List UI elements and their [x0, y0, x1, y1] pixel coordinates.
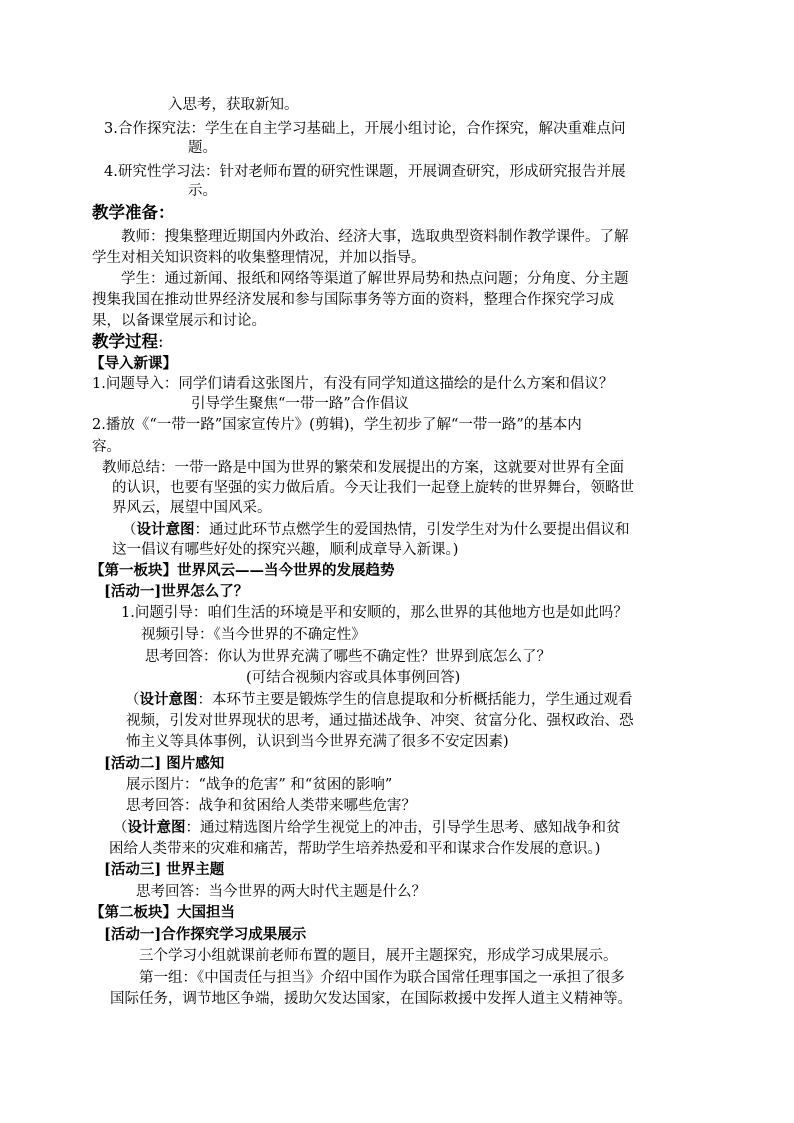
method-4-continuation: 示。 — [188, 183, 217, 199]
block-1-activity-1-design-open: （ — [125, 692, 140, 708]
intro-question-2-line-2: 容。 — [92, 439, 121, 455]
block-1-title: 【第一板块】世界风云——当今世界的发展趋势 — [90, 562, 395, 579]
block-1-activity-3-think: 思考回答：当今世界的两大时代主题是什么？ — [136, 884, 426, 900]
block-1-activity-2-design-text: ：通过精选图片给学生视觉上的冲击，引导学生思考、感知战争和贫 — [185, 820, 621, 836]
prep-heading-text: 教学准备 — [92, 203, 158, 222]
intro-design-line-1 — [122, 520, 630, 540]
block-1-activity-1-design-line-3: 怖主义等具体事例，认识到当今世界充满了很多不安定因素) — [126, 734, 509, 750]
block-1-activity-1-title: [活动一]世界怎么了？ — [104, 583, 249, 600]
block-2-group-1-line-2: 国际任务，调节地区争端，援助欠发达国家，在国际救援中发挥人道主义精神等。 — [110, 991, 632, 1007]
method-3-continuation: 题。 — [188, 140, 217, 156]
block-1-activity-1-design-text: ：本环节主要是锻炼学生的信息提取和分析概括能力，学生通过观看 — [197, 692, 633, 708]
block-1-activity-2-show: 展示图片：“战争的危害” 和“贫困的影响” — [126, 777, 393, 793]
prep-student-line-2: 搜集我国在推动世界经济发展和参与国际事务等方面的资料，整理合作探究学习成 — [92, 292, 614, 308]
intro-design-text: ：通过此环节点燃学生的爱国热情，引发学生对为什么要提出倡议和 — [194, 522, 630, 538]
prep-student-line-3: 果，以备课堂展示和讨论。 — [92, 313, 266, 329]
block-1-activity-3-title: [活动三] 世界主题 — [104, 861, 225, 878]
intro-question-2-line-1: 2.播放《“一带一路”国家宣传片》(剪辑)，学生初步了解“一带一路”的基本内 — [92, 417, 582, 433]
process-heading — [92, 332, 164, 352]
intro-summary-line-1: 教师总结：一带一路是中国为世界的繁荣和发展提出的方案，这就要对世界有全面 — [102, 460, 624, 476]
block-1-activity-1-design-label: 设计意图 — [139, 691, 198, 708]
block-1-activity-2-design-line-1 — [113, 818, 621, 838]
prep-student-line-1: 学生：通过新闻、报纸和网络等渠道了解世界局势和热点问题；分角度、分主题 — [121, 271, 629, 287]
block-1-activity-1-design-line-2: 视频，引发对世界现状的思考，通过描述战争、冲突、贫富分化、强权政治、恐 — [126, 713, 634, 729]
prep-heading — [92, 203, 175, 223]
block-2-activity-1-title: [活动一]合作探究学习成果展示 — [104, 926, 307, 943]
intro-question-1-sub: 引导学生聚焦“一带一路”合作倡议 — [191, 396, 409, 412]
block-2-activity-1-line-1: 三个学习小组就课前老师布置的题目，展开主题探究，形成学习成果展示。 — [139, 948, 618, 964]
method-3-number: 3. — [104, 121, 118, 137]
block-1-activity-2-title: [活动二] 图片感知 — [104, 755, 225, 772]
block-1-activity-1-video: 视频引导：《当今世界的不确定性》 — [141, 627, 366, 643]
block-1-activity-1-think: 思考回答：你认为世界充满了哪些不确定性？世界到底怎么了？ — [145, 649, 551, 665]
prep-heading-colon: ： — [158, 203, 175, 222]
block-2-group-1-line-1: 第一组：《中国责任与担当》介绍中国作为联合国常任理事国之一承担了很多 — [139, 970, 625, 986]
block-1-activity-1-design-line-1 — [125, 690, 633, 710]
intro-design-line-2: 这一倡议有哪些好处的探究兴趣，顺利成章导入新课。) — [112, 542, 459, 558]
block-1-activity-2-think: 思考回答：战争和贫困给人类带来哪些危害？ — [126, 798, 416, 814]
method-2-continuation: 入思考，获取新知。 — [168, 97, 299, 113]
block-2-title: 【第二板块】大国担当 — [90, 904, 235, 921]
intro-summary-line-2: 的认识，也要有坚强的实力做后盾。今天让我们一起登上旋转的世界舞台，领略世 — [112, 480, 634, 496]
intro-question-1: 1.问题导入：同学们请看这张图片，有没有同学知道这描绘的是什么方案和倡议？ — [92, 376, 614, 392]
intro-summary-line-3: 界风云，展望中国风采。 — [112, 500, 272, 516]
intro-title: 【导入新课】 — [90, 355, 177, 372]
intro-design-label: 设计意图 — [136, 521, 195, 538]
intro-design-open: （ — [122, 522, 137, 538]
block-1-activity-1-hint: (可结合视频内容或具体事例回答) — [246, 670, 461, 686]
prep-teacher-line-2: 学生对相关知识资料的收集整理情况，并加以指导。 — [92, 250, 426, 266]
block-1-activity-1-question: 1.问题引导：咱们生活的环境是平和安顺的，那么世界的其他地方也是如此吗？ — [121, 605, 628, 621]
method-3-text: 合作探究法：学生在自主学习基础上，开展小组讨论，合作探究，解决重难点问 — [118, 121, 626, 137]
method-4-text: 研究性学习法：针对老师布置的研究性课题，开展调查研究，形成研究报告并展 — [118, 164, 626, 180]
process-heading-colon: : — [158, 332, 164, 351]
process-heading-text: 教学过程 — [92, 332, 158, 351]
prep-teacher-line-1: 教师：搜集整理近期国内外政治、经济大事，选取典型资料制作教学课件。了解 — [121, 229, 629, 245]
block-1-activity-2-design-line-2: 困给人类带来的灾难和痛苦，帮助学生培养热爱和平和谋求合作发展的意识。) — [109, 841, 601, 857]
block-1-activity-2-design-label: 设计意图 — [127, 819, 186, 836]
method-4-number: 4. — [104, 164, 118, 180]
block-1-activity-2-design-open: （ — [113, 820, 128, 836]
